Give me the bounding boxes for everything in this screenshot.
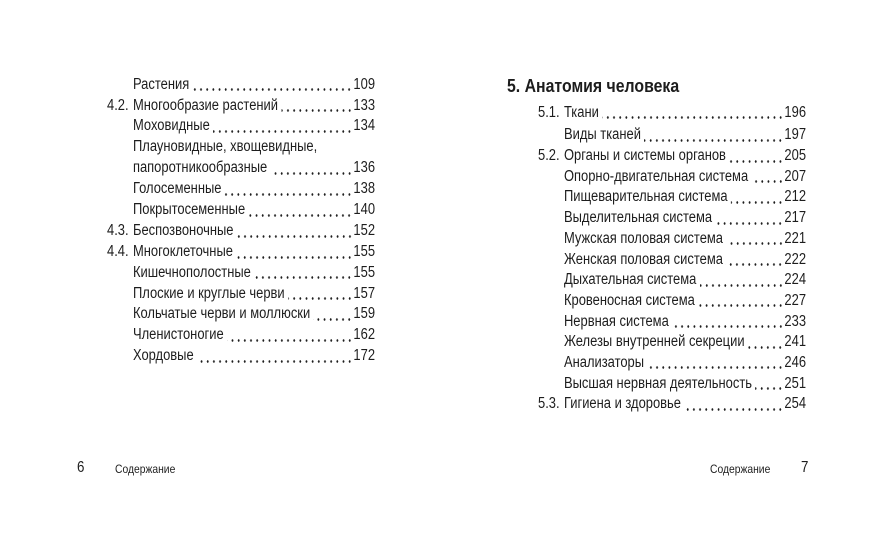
dot-leader	[715, 208, 783, 229]
toc-entry	[538, 167, 806, 188]
section-number: 4.2.	[107, 96, 129, 114]
dot-leader	[731, 187, 784, 208]
entry-title: Гигиена и здоровье	[563, 395, 682, 413]
entry-page-number: 109	[353, 75, 376, 93]
entry-title: Органы и системы органов	[563, 147, 726, 165]
toc-entry	[107, 304, 375, 325]
entry-title: Членистоногие	[132, 326, 224, 344]
entry-title: Беспозвоночные	[132, 221, 234, 239]
toc-entry	[538, 332, 806, 353]
entry-page-number: 172	[353, 347, 376, 365]
entry-title: Плоские и круглые черви	[132, 284, 285, 302]
entry-title-line: папоротникообразные	[132, 159, 268, 177]
entry-page-number: 157	[353, 284, 376, 302]
entry-title: Кольчатые черви и моллюски	[132, 305, 311, 323]
left-page-number: 6	[77, 459, 85, 477]
entry-page-number: 159	[353, 305, 376, 323]
entry-title: Выделительная система	[563, 209, 713, 227]
entry-title: Женская половая система	[563, 250, 723, 268]
entry-page-number: 197	[784, 126, 807, 144]
toc-entry	[107, 346, 375, 367]
dot-leader	[726, 250, 783, 271]
dot-leader	[236, 242, 352, 263]
section-number: 4.3.	[107, 221, 129, 239]
entry-title: Кровеносная система	[563, 291, 695, 309]
toc-entry-line	[107, 158, 375, 179]
dot-leader	[672, 312, 783, 333]
dot-leader	[271, 158, 353, 179]
toc-entry	[107, 179, 375, 200]
left-running-head: Содержание	[115, 462, 176, 477]
entry-page-number: 133	[353, 96, 376, 114]
section-number: 5.3.	[538, 395, 560, 413]
toc-entry	[107, 284, 375, 305]
entry-page-number: 136	[353, 159, 376, 177]
dot-leader	[748, 332, 784, 353]
toc-entry-line	[107, 137, 375, 158]
dot-leader	[213, 116, 352, 137]
entry-page-number: 140	[353, 201, 376, 219]
entry-title: Высшая нервная деятельность	[563, 374, 753, 392]
entry-page-number: 233	[784, 312, 807, 330]
entry-page-number: 207	[784, 167, 807, 185]
dot-leader	[254, 263, 352, 284]
toc-entry	[107, 116, 375, 137]
dot-leader	[227, 325, 353, 346]
entry-title-line: Плауновидные, хвощевидные,	[132, 138, 318, 156]
dot-leader	[237, 221, 353, 242]
dot-leader	[314, 304, 353, 325]
dot-leader	[726, 229, 783, 250]
right-running-head: Содержание	[710, 462, 771, 477]
toc-entry	[538, 394, 806, 415]
dot-leader	[193, 75, 353, 96]
toc-entry	[107, 137, 375, 179]
dot-leader	[700, 270, 784, 291]
dot-leader	[684, 394, 783, 415]
entry-page-number: 251	[784, 374, 807, 392]
entry-page-number: 162	[353, 326, 376, 344]
entry-page-number: 241	[784, 333, 807, 351]
entry-page-number: 224	[784, 271, 807, 289]
section-number: 4.4.	[107, 242, 129, 260]
toc-entry	[538, 208, 806, 229]
toc-entry	[538, 187, 806, 208]
toc-entry	[538, 229, 806, 250]
dot-leader	[647, 353, 783, 374]
entry-page-number: 196	[784, 103, 807, 121]
entry-title: Железы внутренней секреции	[563, 333, 745, 351]
dot-leader	[698, 291, 783, 312]
toc-entry	[538, 374, 806, 395]
entry-title: Моховидные	[132, 117, 210, 135]
entry-title: Хордовые	[132, 347, 194, 365]
entry-page-number: 246	[784, 353, 807, 371]
dot-leader	[197, 346, 353, 367]
entry-page-number: 221	[784, 229, 807, 247]
entry-page-number: 138	[353, 180, 376, 198]
chapter-heading: 5. Анатомия человека	[507, 76, 680, 97]
toc-entry	[107, 221, 375, 242]
entry-title: Кишечнополостные	[132, 263, 251, 281]
dot-leader	[644, 125, 783, 146]
left-page-contents	[107, 75, 375, 367]
toc-entry	[107, 263, 375, 284]
toc-entry	[538, 125, 806, 146]
entry-page-number: 227	[784, 291, 807, 309]
toc-entry	[538, 270, 806, 291]
entry-page-number: 205	[784, 147, 807, 165]
toc-entry	[107, 96, 375, 117]
entry-page-number: 217	[784, 209, 807, 227]
toc-entry	[538, 103, 806, 124]
toc-entry	[107, 242, 375, 263]
entry-page-number: 134	[353, 117, 376, 135]
dot-leader	[225, 179, 353, 200]
dot-leader	[729, 146, 783, 167]
entry-title: Дыхательная система	[563, 271, 697, 289]
toc-entry	[538, 146, 806, 167]
toc-entry	[538, 250, 806, 271]
dot-leader	[602, 103, 783, 124]
entry-title: Голосеменные	[132, 180, 222, 198]
entry-page-number: 222	[784, 250, 807, 268]
entry-title: Анализаторы	[563, 353, 645, 371]
toc-entry	[538, 291, 806, 312]
toc-entry	[107, 75, 375, 96]
entry-title: Виды тканей	[563, 126, 641, 144]
entry-page-number: 155	[353, 263, 376, 281]
toc-entry	[107, 200, 375, 221]
entry-title: Мужская половая система	[563, 229, 723, 247]
toc-entry	[538, 353, 806, 374]
entry-page-number: 212	[784, 188, 807, 206]
entry-title: Ткани	[563, 103, 599, 121]
entry-page-number: 152	[353, 221, 376, 239]
dot-leader	[288, 284, 353, 305]
entry-title: Нервная система	[563, 312, 669, 330]
entry-title: Пищеварительная система	[563, 188, 728, 206]
toc-entry	[538, 312, 806, 333]
entry-title: Многоклеточные	[132, 242, 233, 260]
dot-leader	[751, 167, 783, 188]
entry-page-number: 254	[784, 395, 807, 413]
section-number: 5.1.	[538, 103, 560, 121]
dot-leader	[249, 200, 353, 221]
entry-page-number: 155	[353, 242, 376, 260]
toc-entry	[107, 325, 375, 346]
entry-title: Покрытосеменные	[132, 201, 246, 219]
entry-title: Многообразие растений	[132, 96, 279, 114]
dot-leader	[755, 374, 783, 395]
entry-title: Растения	[132, 75, 190, 93]
section-number: 5.2.	[538, 147, 560, 165]
dot-leader	[281, 96, 352, 117]
entry-title: Опорно-двигательная система	[563, 167, 749, 185]
right-page-number: 7	[801, 459, 809, 477]
right-page-contents	[538, 103, 806, 415]
